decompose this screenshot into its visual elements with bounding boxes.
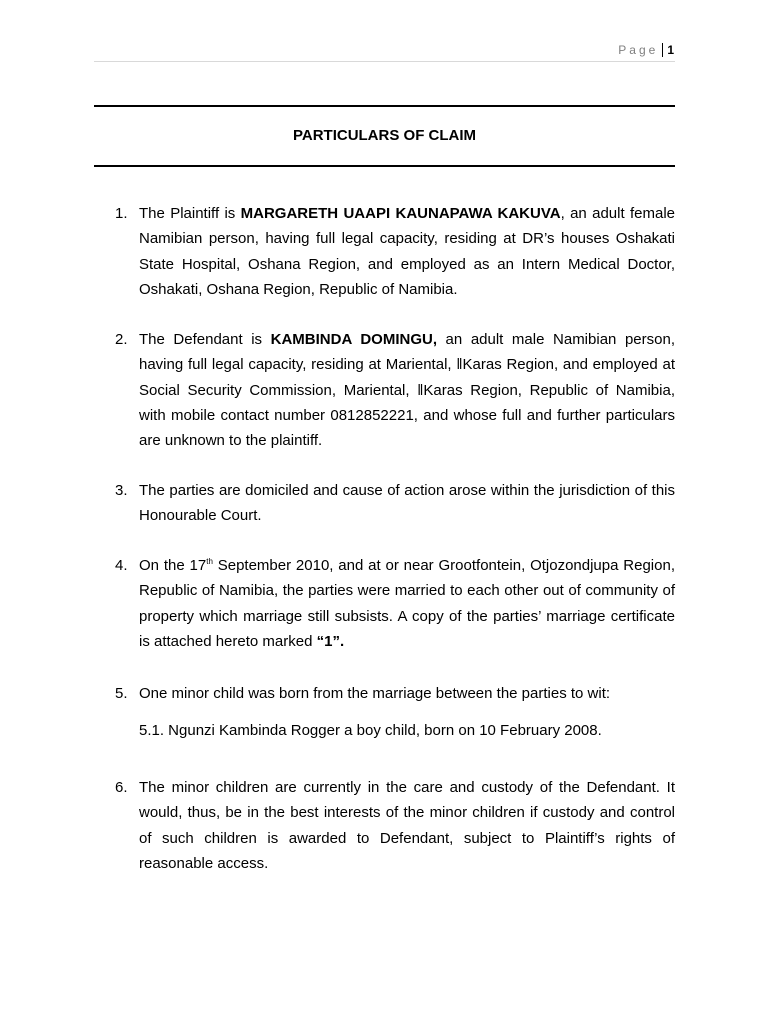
item-text: , an adult female Namibian person, having full legal capacity, residing at DR’s houses Oshakati State Hospital, Oshana Region, and employed as an Intern Medical Doctor, Oshakati, Oshana Region, Republic of Namibia.	[139, 205, 675, 298]
claim-subitem-5-1: 5.1. Ngunzi Kambinda Rogger a boy child, born on 10 February 2008.	[139, 722, 602, 739]
item-text: an adult male Namibian person, having full legal capacity, residing at Mariental, ǁKaras Region, and employed at Social Security Commission, Mariental, ǁKaras Region, Republic of Namibia, with mobile contact number 0812852221, and whose full and further particulars are unknown to the plaintiff.	[139, 331, 675, 450]
item-number: 6.	[115, 779, 128, 796]
header-rule	[94, 61, 675, 62]
item-text: The minor children are currently in the care and custody of the Defendant. It would, thus, be in the best interests of the minor children if custody and control of such children is awarded to Defendant, subject to Plaintiff’s rights of reasonable access.	[139, 779, 675, 872]
item-number: 5.	[115, 685, 128, 702]
claim-item-1	[115, 201, 675, 302]
item-number: 1.	[115, 205, 128, 222]
item-number: 4.	[115, 557, 128, 574]
claim-item-3	[115, 478, 675, 529]
item-text: On the 17	[139, 557, 207, 574]
page-header	[618, 43, 674, 57]
item-text: The parties are domiciled and cause of action arose within the jurisdiction of this Honourable Court.	[139, 482, 675, 525]
item-number: 3.	[115, 482, 128, 499]
claim-item-6	[115, 775, 675, 876]
item-number: 2.	[115, 331, 128, 348]
title-rule-bottom	[94, 165, 675, 167]
item-text: September 2010, and at or near Grootfontein, Otjozondjupa Region, Republic of Namibia, the parties were married to each other out of community of property which marriage still subsists. A copy of the parties’ marriage certificate is attached hereto marked	[139, 557, 675, 650]
item-text: The Defendant is	[139, 331, 271, 348]
claim-item-2	[115, 327, 675, 453]
claim-item-5	[115, 681, 675, 706]
plaintiff-name: MARGARETH UAAPI KAUNAPAWA KAKUVA	[240, 205, 561, 222]
defendant-name: KAMBINDA DOMINGU,	[270, 331, 437, 348]
ordinal-suffix: th	[206, 557, 213, 566]
page-number: 1	[662, 43, 674, 57]
page-label: Page	[618, 43, 659, 57]
item-text: The Plaintiff is	[139, 205, 241, 222]
item-text: One minor child was born from the marriage between the parties to wit:	[139, 685, 611, 702]
claim-item-4	[115, 553, 675, 654]
annex-mark: “1”.	[316, 632, 345, 650]
title-rule-top	[94, 105, 675, 107]
document-title: PARTICULARS OF CLAIM	[292, 127, 477, 144]
